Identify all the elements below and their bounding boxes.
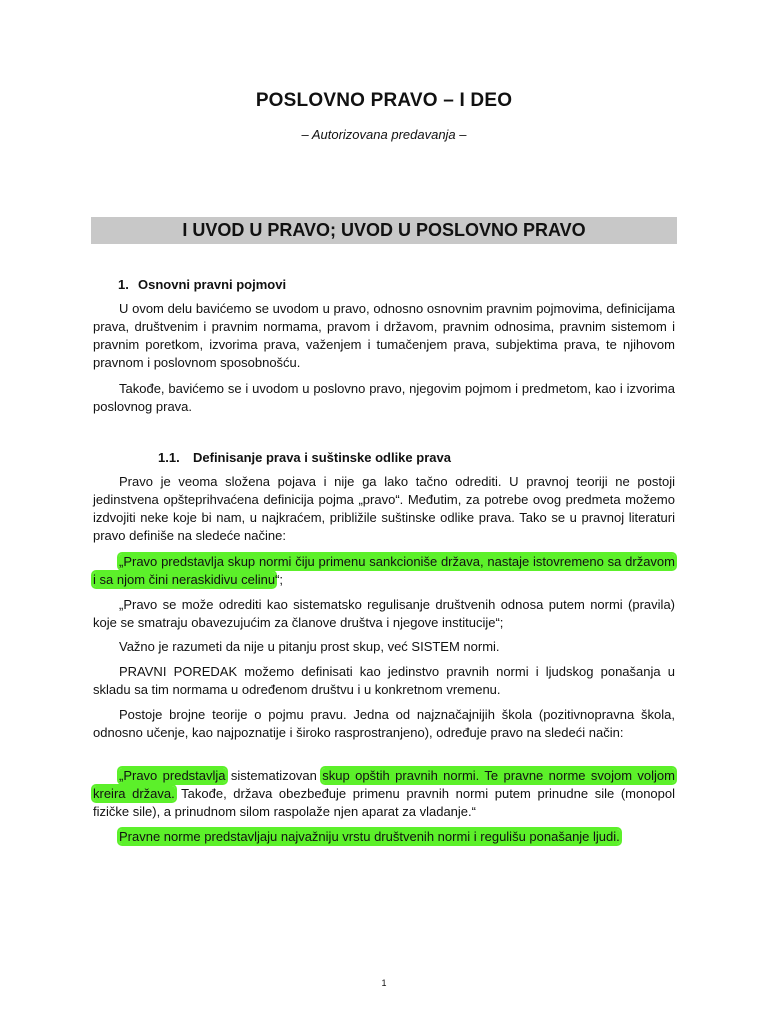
paragraph-legal-order: PRAVNI POREDAK možemo definisati kao jedinstvo pravnih normi i ljudskog ponašanja u skladu sa tim normama u određenom društvu i u konkretnom vremenu. [93,664,675,697]
highlighted-text: „Pravo predstavlja skup normi čiju primenu sankcioniše država, nastaje istovremeno sa državom i sa njom čini neraskidivu celinu [93,554,675,587]
paragraph-text: Takođe, država obezbeđuje primenu pravnih normi putem prinudne sile (monopol fizičke sile), a prinudnom silom raspolaže njen aparat za vladanje.“ [93,786,676,819]
document-title: POSLOVNO PRAVO – I DEO [255,90,513,111]
section-title: Osnovni pravni pojmovi [138,277,287,292]
section-title: Definisanje prava i suštinske odlike prava [193,450,451,465]
document-subtitle: – Autorizovana predavanja – [301,127,467,142]
paragraph-positive-law [93,767,675,821]
section-heading-1-1 [158,450,451,465]
paragraph-theories: Postoje brojne teorije o pojmu pravu. Jedna od najznačajnijih škola (pozitivnopravna škola, odnosno učenje, kao najpoznatije i široko rasprostranjeno), određuje pravo na sledeći način: [93,707,675,740]
section-number: 1.1. [158,450,180,465]
paragraph-system: Važno je razumeti da nije u pitanju prost skup, već SISTEM normi. [119,639,500,654]
paragraph-text: sistematizovan [225,768,323,783]
paragraph-text: “; [275,572,284,587]
paragraph-definition-intro: Pravo je veoma složena pojava i nije ga lako tačno odrediti. U pravnoj teoriji ne postoji jedinstvena opšteprihvaćena definicija pojma „pravo“. Međutim, za potrebe ovog predmeta možemo izdvojiti neke koje bi nam, u najkraćem, približile suštinske odlike prava. Tako se u pravnoj literaturi pravo definiše na sledeće načine: [93,474,675,543]
section-number: 1. [118,277,129,292]
highlighted-text: Pravne norme predstavljaju najvažniju vrstu društvenih normi i regulišu ponašanje ljudi. [119,829,620,844]
section-heading-1 [118,277,286,292]
paragraph-definition-2: „Pravo se može odrediti kao sistematsko regulisanje društvenih odnosa putem normi (pravila) koje se smatraju obavezujućim za članove društva i njegove institucije“; [93,597,675,630]
page-number: 1 [381,978,387,988]
highlighted-text: skup opštih pravnih normi. Te pravne norme svojom voljom kreira država. [93,768,675,801]
paragraph-definition-1 [93,553,675,589]
paragraph-intro-2: Takođe, bavićemo se i uvodom u poslovno pravo, njegovim pojmom i predmetom, kao i izvorima poslovnog prava. [93,381,675,414]
paragraph-intro: U ovom delu bavićemo se uvodom u pravo, odnosno osnovnim pravnim pojmovima, definicijama prava, društvenim i pravnim normama, pravom i državom, pravnim odnosima, pravnim sistemom i pravnim poretkom, izvorima prava, važenjem i tumačenjem prava, subjektima prava, te njihovom pravnom i poslovnom sposobnošću. [93,301,675,370]
highlighted-text: „Pravo predstavlja [119,768,226,783]
paragraph-legal-norms [93,828,675,846]
chapter-banner: I UVOD U PRAVO; UVOD U POSLOVNO PRAVO [91,217,677,244]
